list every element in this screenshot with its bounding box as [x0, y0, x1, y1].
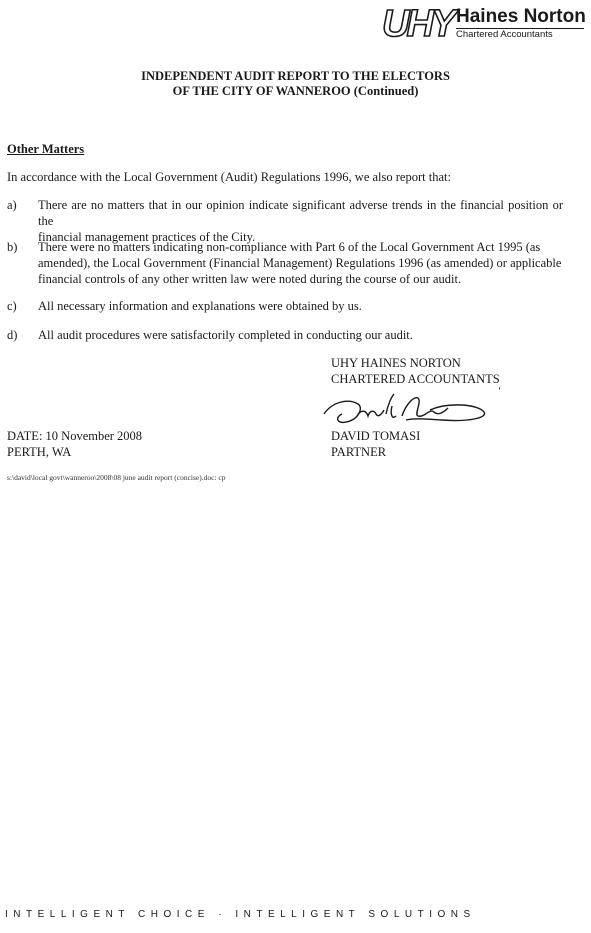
- report-place: PERTH, WA: [7, 445, 72, 459]
- date-block: [7, 428, 142, 460]
- logo-firm-name: Haines Norton: [456, 6, 586, 27]
- file-reference: s:\david\local govt\wanneroo\2008\08 june audit report (concise).doc: cp: [7, 473, 226, 482]
- firm-signoff: [331, 355, 500, 387]
- item-a-line-2: financial management practices of the City.: [38, 230, 256, 244]
- footer-slogan: INTELLIGENT CHOICE · INTELLIGENT SOLUTIONS: [5, 909, 476, 920]
- item-d-line-1: All audit procedures were satisfactorily completed in conducting our audit.: [38, 328, 413, 342]
- item-c-text: [38, 298, 563, 314]
- item-b-text: [38, 239, 563, 287]
- item-c-line-1: All necessary information and explanations were obtained by us.: [38, 299, 362, 313]
- item-d-marker: d): [7, 328, 18, 342]
- tick-mark: ʻ: [498, 386, 502, 397]
- item-c-marker: c): [7, 299, 17, 313]
- report-title-line-1: INDEPENDENT AUDIT REPORT TO THE ELECTORS: [141, 69, 450, 83]
- handwritten-signature: [318, 384, 498, 432]
- item-b-line-1: There were no matters indicating non-compliance with Part 6 of the Local Government Act 1995 (as: [38, 240, 541, 254]
- firm-designation: CHARTERED ACCOUNTANTS: [331, 372, 500, 386]
- item-b-line-3: financial controls of any other written law were noted during the course of our audit.: [38, 272, 462, 286]
- report-title-line-2: OF THE CITY OF WANNEROO (Continued): [172, 84, 419, 98]
- logo-mark: UHY: [382, 3, 454, 45]
- item-a-line-1: There are no matters that in our opinion indicate significant adverse trends in the financial position or the: [38, 198, 563, 228]
- report-date: DATE: 10 November 2008: [7, 429, 143, 443]
- logo-tagline: Chartered Accountants: [456, 29, 553, 40]
- partner-block: [331, 428, 420, 460]
- item-a-marker: a): [7, 198, 17, 212]
- partner-name: DAVID TOMASI: [331, 429, 421, 443]
- section-heading: Other Matters: [7, 142, 85, 156]
- item-b-marker: b): [7, 240, 18, 254]
- item-b-line-2: amended), the Local Government (Financial Management) Regulations 1996 (as amended) or applicable: [38, 256, 562, 270]
- intro-paragraph: In accordance with the Local Government (Audit) Regulations 1996, we also report that:: [7, 170, 451, 184]
- uhy-logo: [382, 4, 587, 46]
- partner-title: PARTNER: [331, 445, 387, 459]
- firm-name: UHY HAINES NORTON: [331, 356, 461, 370]
- item-a-text: [38, 197, 563, 245]
- item-d-text: [38, 327, 563, 343]
